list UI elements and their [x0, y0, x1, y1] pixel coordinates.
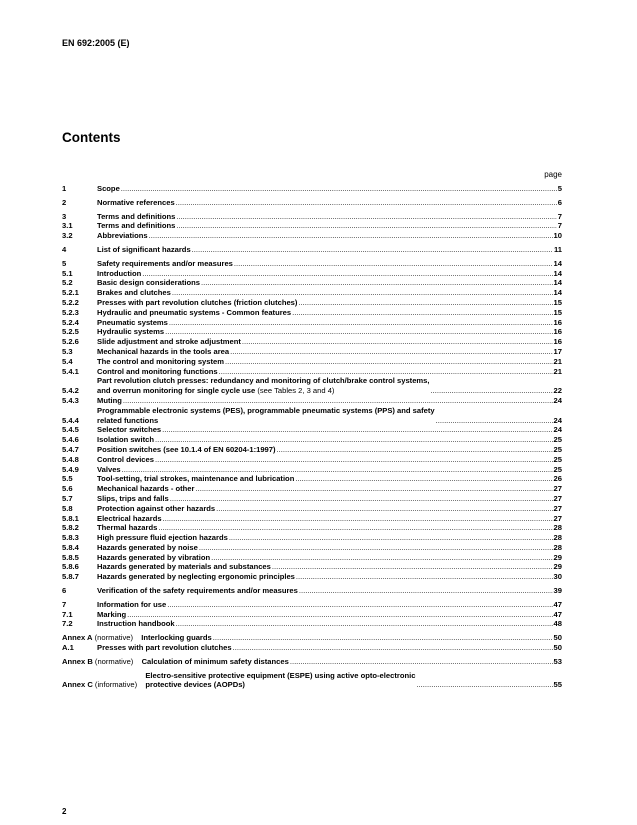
toc-entry-number: Annex A (normative): [62, 633, 134, 643]
dot-leader: [155, 435, 553, 445]
toc-entry-number: 7: [62, 599, 67, 609]
toc-entry-number: 7.2: [62, 619, 73, 629]
toc-entry[interactable]: [62, 633, 562, 643]
toc-entry-number: 3.1: [62, 221, 73, 231]
toc-entry-page: 7: [557, 221, 562, 231]
dot-leader: [176, 212, 556, 222]
toc-entry[interactable]: [62, 221, 562, 231]
toc-entry-page: 10: [553, 231, 562, 241]
dot-leader: [298, 298, 552, 308]
toc-entry-number: 5.4.4: [62, 415, 79, 425]
toc-entry[interactable]: [62, 435, 562, 445]
toc-entry-page: 24: [553, 395, 562, 405]
dot-leader: [195, 484, 552, 494]
dot-leader: [127, 610, 552, 620]
dot-leader: [172, 288, 553, 298]
toc-entry-page: 11: [553, 244, 562, 254]
toc-entry-title: Isolation switch: [97, 435, 154, 445]
dot-leader: [199, 543, 553, 553]
toc-entry-number: 5.5: [62, 474, 73, 484]
toc-entry-number: 5.8.1: [62, 513, 79, 523]
toc-entry-number: 5.1: [62, 268, 73, 278]
toc-entry-number: 4: [62, 244, 67, 254]
table-of-contents: [62, 184, 562, 690]
toc-entry-page: 39: [553, 586, 562, 596]
toc-entry-number: 5.8.3: [62, 533, 79, 543]
toc-entry-page: 14: [553, 258, 562, 268]
toc-entry-page: 26: [553, 474, 562, 484]
toc-entry[interactable]: [62, 494, 562, 504]
toc-entry-number: 5.4: [62, 356, 73, 366]
toc-entry-title: Pneumatic systems: [97, 317, 168, 327]
dot-leader: [123, 396, 553, 406]
dot-leader: [163, 514, 553, 524]
dot-leader: [176, 198, 557, 208]
toc-entry-number: 5.4.5: [62, 425, 79, 435]
toc-entry-number: 3.2: [62, 231, 73, 241]
toc-entry[interactable]: [62, 308, 562, 318]
toc-entry-page: 21: [553, 356, 562, 366]
toc-entry-title: Muting: [97, 395, 122, 405]
toc-entry[interactable]: [62, 288, 562, 298]
toc-entry-number: 5.4.3: [62, 395, 79, 405]
toc-entry-page: 5: [557, 184, 562, 193]
toc-entry-page: 22: [553, 386, 562, 396]
toc-entry-title: Slips, trips and falls: [97, 493, 169, 503]
dot-leader: [290, 657, 553, 667]
toc-entry-page: 21: [553, 366, 562, 376]
toc-entry-title: Valves: [97, 464, 121, 474]
toc-entry-page: 50: [553, 643, 562, 653]
toc-entry-number: 5.4.6: [62, 435, 79, 445]
toc-entry[interactable]: [62, 504, 562, 514]
dot-leader: [149, 231, 553, 241]
dot-leader: [299, 586, 553, 596]
toc-entry-title: Normative references: [97, 197, 175, 207]
dot-leader: [165, 327, 552, 337]
dot-leader: [216, 504, 552, 514]
toc-entry[interactable]: [62, 396, 562, 406]
toc-entry-page: 25: [553, 454, 562, 464]
toc-entry-title: Terms and definitions: [97, 211, 176, 221]
toc-entry-number: 5.2.4: [62, 317, 79, 327]
toc-entry-page: 25: [553, 435, 562, 445]
toc-entry-title: Scope: [97, 184, 120, 193]
toc-entry-page: 15: [553, 297, 562, 307]
page-title: Contents: [62, 130, 121, 145]
toc-entry-number: 5.3: [62, 346, 73, 356]
toc-entry-title: High pressure fluid ejection hazards: [97, 533, 228, 543]
toc-entry-title: Control devices: [97, 454, 154, 464]
dot-leader: [219, 367, 553, 377]
dot-leader: [277, 445, 553, 455]
toc-entry-page: 47: [553, 599, 562, 609]
dot-leader: [169, 318, 553, 328]
toc-entry[interactable]: [62, 425, 562, 435]
toc-entry[interactable]: [62, 245, 562, 255]
toc-entry-title: Hydraulic systems: [97, 327, 165, 337]
toc-entry-page: 48: [553, 619, 562, 629]
toc-entry-page: 27: [553, 503, 562, 513]
page-column-label: page: [544, 170, 562, 179]
toc-entry-number: 7.1: [62, 609, 73, 619]
toc-entry[interactable]: [62, 269, 562, 279]
toc-entry[interactable]: [62, 376, 562, 396]
toc-entry[interactable]: [62, 610, 562, 620]
toc-entry-page: 6: [557, 197, 562, 207]
toc-entry[interactable]: [62, 367, 562, 377]
toc-entry[interactable]: [62, 259, 562, 269]
dot-leader: [272, 562, 553, 572]
dot-leader: [234, 259, 553, 269]
toc-entry-page: 25: [553, 444, 562, 454]
toc-entry-title: Mechanical hazards in the tools area: [97, 346, 230, 356]
toc-entry-number: Annex B (normative): [62, 656, 134, 666]
toc-entry-page: 16: [553, 337, 562, 347]
dot-leader: [416, 680, 552, 690]
toc-entry[interactable]: [62, 327, 562, 337]
toc-entry[interactable]: [62, 278, 562, 288]
toc-entry[interactable]: [62, 455, 562, 465]
toc-entry[interactable]: [62, 337, 562, 347]
toc-entry-number: 5.4.1: [62, 366, 79, 376]
dot-leader: [296, 572, 553, 582]
dot-leader: [142, 269, 552, 279]
toc-entry-page: 27: [553, 484, 562, 494]
toc-entry[interactable]: [62, 465, 562, 475]
toc-entry-title: Presses with part revolution clutches: [97, 643, 232, 653]
document-code: EN 692:2005 (E): [62, 38, 130, 48]
toc-entry-page: 14: [553, 288, 562, 298]
toc-entry-title: Slide adjustment and stroke adjustment: [97, 337, 241, 347]
toc-entry-title: Introduction: [97, 268, 142, 278]
toc-entry-page: 30: [553, 572, 562, 582]
toc-entry-title: Marking: [97, 609, 127, 619]
toc-entry-page: 47: [553, 609, 562, 619]
toc-entry[interactable]: [62, 643, 562, 653]
toc-entry-title: Electro-sensitive protective equipment (ESPE) using active opto-electronic protective devices (AOPDs): [145, 670, 416, 690]
toc-entry-title: The control and monitoring system: [97, 356, 224, 366]
dot-leader: [242, 337, 553, 347]
dot-leader: [122, 465, 553, 475]
toc-entry-title: Information for use: [97, 599, 167, 609]
toc-entry-title: Selector switches: [97, 425, 162, 435]
toc-entry-title: Interlocking guards: [141, 633, 212, 643]
toc-entry-title: Hazards generated by vibration: [97, 552, 211, 562]
toc-entry-title: Presses with part revolution clutches (friction clutches): [97, 297, 298, 307]
toc-entry-number: 5.4.8: [62, 454, 79, 464]
toc-entry-page: 24: [553, 425, 562, 435]
toc-entry[interactable]: [62, 357, 562, 367]
dot-leader: [176, 221, 556, 231]
toc-entry[interactable]: [62, 600, 562, 610]
toc-entry-number: 5.8: [62, 503, 73, 513]
toc-entry-number: 5.7: [62, 493, 73, 503]
dot-leader: [158, 523, 552, 533]
toc-entry-number: 5.2.2: [62, 297, 79, 307]
toc-entry[interactable]: [62, 572, 562, 582]
toc-entry-number: A.1: [62, 643, 74, 653]
toc-entry-number: 5: [62, 258, 67, 268]
toc-entry-page: 16: [553, 327, 562, 337]
toc-entry-title: Tool-setting, trial strokes, maintenance and lubrication: [97, 474, 295, 484]
toc-entry[interactable]: [62, 533, 562, 543]
toc-entry-title: Basic design considerations: [97, 278, 200, 288]
toc-entry[interactable]: [62, 553, 562, 563]
toc-entry-title: Instruction handbook: [97, 619, 175, 629]
toc-entry-page: 28: [553, 533, 562, 543]
toc-entry[interactable]: [62, 671, 562, 691]
toc-entry-title: Abbreviations: [97, 231, 148, 241]
toc-entry-page: 27: [553, 513, 562, 523]
toc-entry-number: 5.2: [62, 278, 73, 288]
toc-entry-title: Control and monitoring functions: [97, 366, 218, 376]
toc-entry-page: 29: [553, 562, 562, 572]
toc-entry-number: 5.2.3: [62, 307, 79, 317]
dot-leader: [176, 619, 553, 629]
toc-entry-number: 5.8.7: [62, 572, 79, 582]
toc-entry-title: Brakes and clutches: [97, 288, 171, 298]
dot-leader: [229, 533, 553, 543]
toc-entry-title: Position switches (see 10.1.4 of EN 60204-1:1997): [97, 444, 276, 454]
toc-entry[interactable]: [62, 318, 562, 328]
toc-entry-page: 53: [553, 656, 562, 666]
toc-entry[interactable]: [62, 184, 562, 194]
toc-entry[interactable]: [62, 474, 562, 484]
toc-entry-page: 14: [553, 268, 562, 278]
toc-entry[interactable]: [62, 523, 562, 533]
toc-entry-number: 5.8.2: [62, 523, 79, 533]
toc-entry-page: 27: [553, 493, 562, 503]
toc-entry-page: 16: [553, 317, 562, 327]
toc-entry-title: Hazards generated by neglecting ergonomic principles: [97, 572, 295, 582]
toc-entry[interactable]: [62, 586, 562, 596]
dot-leader: [170, 494, 553, 504]
toc-entry[interactable]: [62, 484, 562, 494]
toc-entry-number: 5.4.7: [62, 444, 79, 454]
toc-entry-number: 5.2.5: [62, 327, 79, 337]
dot-leader: [162, 425, 552, 435]
toc-entry-title: Protection against other hazards: [97, 503, 216, 513]
toc-entry-page: 55: [553, 680, 562, 690]
toc-entry-number: 5.4.2: [62, 386, 79, 396]
toc-entry-number: 6: [62, 586, 67, 596]
toc-entry[interactable]: [62, 347, 562, 357]
toc-entry-page: 28: [553, 542, 562, 552]
dot-leader: [121, 184, 557, 194]
toc-entry-page: 24: [553, 415, 562, 425]
dot-leader: [213, 633, 553, 643]
toc-entry-page: 15: [553, 307, 562, 317]
toc-entry-number: 5.2.6: [62, 337, 79, 347]
dot-leader: [167, 600, 552, 610]
toc-entry[interactable]: [62, 198, 562, 208]
dot-leader: [225, 357, 553, 367]
toc-entry[interactable]: [62, 445, 562, 455]
toc-entry[interactable]: [62, 514, 562, 524]
toc-entry-title: Thermal hazards: [97, 523, 158, 533]
toc-entry-number: 5.4.9: [62, 464, 79, 474]
toc-entry-page: 28: [553, 523, 562, 533]
toc-entry-title: Electrical hazards: [97, 513, 162, 523]
toc-entry-number: 2: [62, 197, 67, 207]
toc-entry[interactable]: [62, 562, 562, 572]
toc-entry[interactable]: [62, 543, 562, 553]
toc-entry-title: Terms and definitions: [97, 221, 176, 231]
toc-entry-number: 5.8.5: [62, 552, 79, 562]
toc-entry-title: Hazards generated by noise: [97, 542, 198, 552]
dot-leader: [233, 643, 553, 653]
dot-leader: [230, 347, 552, 357]
toc-entry-number: 5.8.4: [62, 542, 79, 552]
toc-entry-title: Hazards generated by materials and substances: [97, 562, 271, 572]
page-number: 2: [62, 807, 67, 816]
toc-entry[interactable]: [62, 298, 562, 308]
toc-entry-page: 7: [557, 211, 562, 221]
dot-leader: [192, 245, 553, 255]
toc-entry[interactable]: [62, 406, 562, 426]
toc-entry[interactable]: [62, 619, 562, 629]
toc-entry-page: 17: [553, 346, 562, 356]
dot-leader: [201, 278, 553, 288]
toc-entry-page: 14: [553, 278, 562, 288]
toc-entry-number: 5.6: [62, 484, 73, 494]
toc-entry-page: 29: [553, 552, 562, 562]
toc-entry-number: 3: [62, 211, 67, 221]
toc-entry-number: 1: [62, 184, 67, 193]
toc-entry[interactable]: [62, 657, 562, 667]
toc-entry-page: 50: [553, 633, 562, 643]
toc-entry-number: 5.8.6: [62, 562, 79, 572]
toc-entry-title: Verification of the safety requirements and/or measures: [97, 586, 298, 596]
dot-leader: [431, 386, 553, 396]
dot-leader: [436, 416, 553, 426]
dot-leader: [292, 308, 552, 318]
toc-entry[interactable]: [62, 212, 562, 222]
toc-entry-title: List of significant hazards: [97, 244, 191, 254]
toc-entry-title: Programmable electronic systems (PES), programmable pneumatic systems (PPS) and safety related functions: [97, 405, 435, 425]
toc-entry-title: Hydraulic and pneumatic systems - Common features: [97, 307, 292, 317]
dot-leader: [155, 455, 553, 465]
dot-leader: [295, 474, 552, 484]
toc-entry-page: 25: [553, 464, 562, 474]
toc-entry-title: Part revolution clutch presses: redundancy and monitoring of clutch/brake control systems, and overrun monitoring for single cycle use (see Tables 2, 3 and 4): [97, 376, 430, 396]
toc-entry-number: 5.2.1: [62, 288, 79, 298]
toc-entry-number: Annex C (informative): [62, 680, 138, 690]
dot-leader: [211, 553, 552, 563]
toc-entry-title: Calculation of minimum safety distances: [141, 656, 289, 666]
toc-entry-title: Mechanical hazards - other: [97, 484, 195, 494]
toc-entry[interactable]: [62, 231, 562, 241]
toc-entry-title: Safety requirements and/or measures: [97, 258, 233, 268]
